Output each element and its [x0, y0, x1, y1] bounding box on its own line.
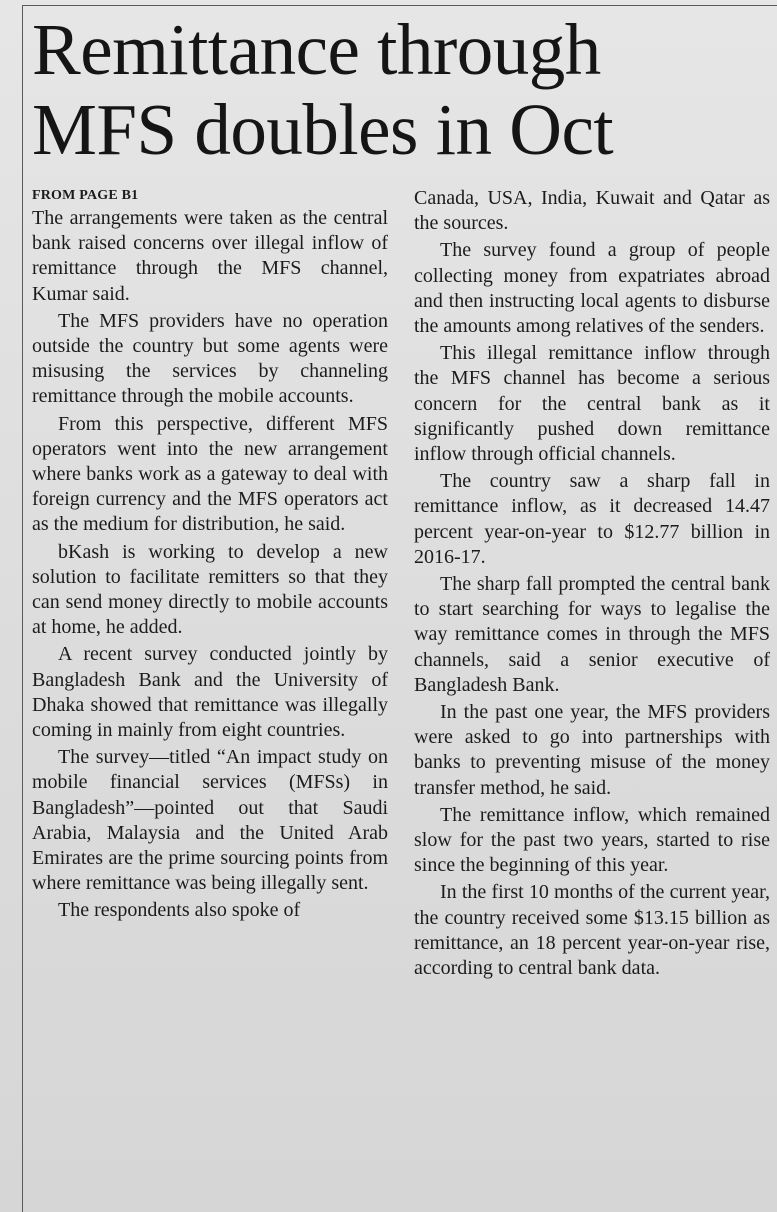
- top-border-rule: [22, 5, 777, 6]
- paragraph: The survey—titled “An impact study on mobile financial services (MFSs) in Bangladesh”—pointed out that Saudi Arabia, Malaysia and the United Arab Emirates are the prime sourcing points from where remittance was being illegally sent.: [32, 746, 388, 895]
- paragraph-continuation: Canada, USA, India, Kuwait and Qatar as the sources.: [414, 187, 770, 235]
- paragraph: The MFS providers have no operation outside the country but some agents were misusing the services by channeling remittance through the mobile accounts.: [32, 309, 388, 408]
- left-border-rule: [22, 5, 23, 1212]
- paragraph: The respondents also spoke of: [58, 899, 301, 922]
- right-column: [414, 186, 770, 1212]
- paragraph: bKash is working to develop a new solution to facilitate remitters so that they can send money directly to mobile accounts at home, he added.: [32, 540, 388, 639]
- paragraph: The arrangements were taken as the central bank raised concerns over illegal inflow of remittance through the MFS channel, Kumar said.: [32, 207, 388, 305]
- paragraph: The remittance inflow, which remained slow for the past two years, started to rise since the beginning of this year.: [414, 803, 770, 877]
- paragraph: The survey found a group of people collecting money from expatriates abroad and then instructing local agents to disburse the amounts among relatives of the senders.: [414, 239, 770, 338]
- paragraph: In the past one year, the MFS providers were asked to go into partnerships with banks to preventing misuse of the money transfer method, he said.: [414, 701, 770, 799]
- paragraph: From this perspective, different MFS operators went into the new arrangement where banks work as a gateway to deal with foreign currency and the MFS operators act as the medium for distribution, he said.: [32, 412, 388, 536]
- paragraph: A recent survey conducted jointly by Bangladesh Bank and the University of Dhaka showed that remittance was illegally coming in mainly from eight countries.: [32, 643, 388, 742]
- headline-line-2: MFS doubles in Oct: [32, 89, 614, 170]
- headline: [32, 10, 772, 170]
- paragraph: The country saw a sharp fall in remittance inflow, as it decreased 14.47 percent year-on-year to $12.77 billion in 2016-17.: [414, 470, 770, 568]
- paragraph: In the first 10 months of the current year, the country received some $13.15 billion as remittance, an 18 percent year-on-year rise, according to central bank data.: [414, 881, 770, 980]
- article-body: [32, 186, 772, 1212]
- left-column: [32, 186, 388, 1212]
- paragraph: The sharp fall prompted the central bank to start searching for ways to legalise the way remittance comes in through the MFS channels, said a senior executive of Bangladesh Bank.: [414, 573, 770, 696]
- headline-line-1: Remittance through: [32, 9, 601, 90]
- paragraph: This illegal remittance inflow through the MFS channel has become a serious concern for the central bank as it significantly pushed down remittance inflow through official channels.: [414, 342, 770, 466]
- dateline: FROM PAGE B1: [32, 188, 139, 203]
